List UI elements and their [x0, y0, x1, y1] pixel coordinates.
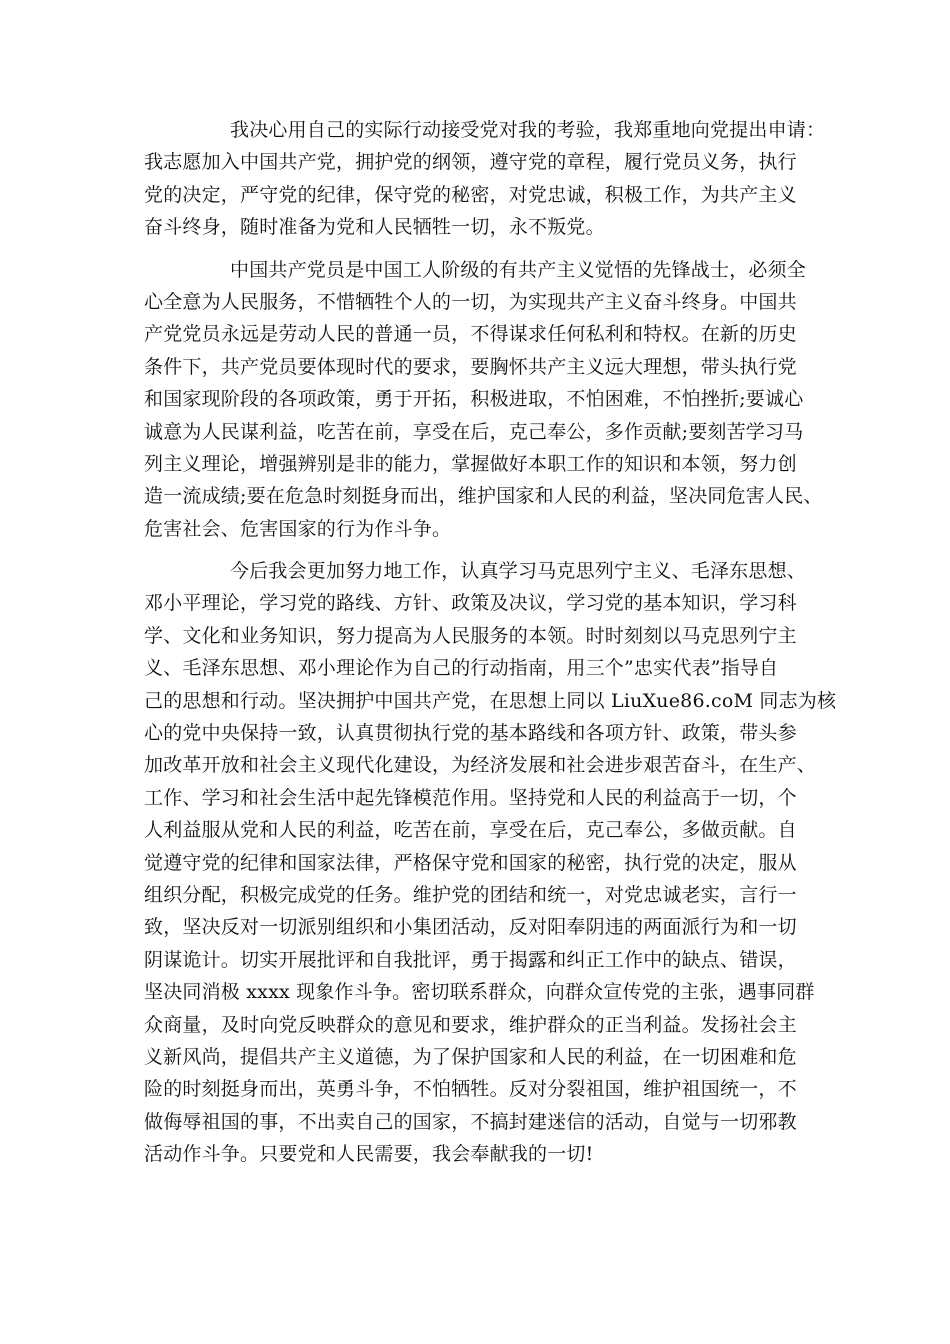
text-line: 条件下，共产党员要体现时代的要求，要胸怀共产主义远大理想，带头执行党 — [144, 355, 797, 378]
text-line: 致，坚决反对一切派别组织和小集团活动，反对阳奉阴违的两面派行为和一切 — [144, 916, 797, 939]
paragraph-spacer — [144, 244, 804, 254]
text-line: 党的决定，严守党的纪律，保守党的秘密，对党忠诚，积极工作，为共产主义 — [144, 183, 797, 206]
text-line: 活动作斗争。只要党和人民需要，我会奉献我的一切! — [144, 1143, 594, 1166]
text-line: 觉遵守党的纪律和国家法律，严格保守党和国家的秘密，执行党的决定，服从 — [144, 851, 797, 874]
paragraph-1 — [144, 114, 826, 244]
text-line: 奋斗终身，随时准备为党和人民牺牲一切，永不叛党。 — [144, 216, 605, 239]
text-line: 做侮辱祖国的事，不出卖自己的国家，不搞封建迷信的活动，自觉与一切邪教 — [144, 1110, 797, 1133]
text-line: 产党党员永远是劳动人民的普通一员，不得谋求任何私利和特权。在新的历史 — [144, 323, 797, 346]
paragraph-2 — [144, 254, 823, 546]
text-line: 坚决同消极 xxxx 现象作斗争。密切联系群众，向群众宣传党的主张，遇事同群 — [144, 981, 815, 1004]
text-line: 邓小平理论，学习党的路线、方针、政策及决议，学习党的基本知识，学习科 — [144, 592, 797, 615]
text-line: 和国家现阶段的各项政策，勇于开拓，积极进取，不怕困难，不怕挫折;要诚心 — [144, 388, 804, 411]
text-line: 心的党中央保持一致，认真贯彻执行党的基本路线和各项方针、政策，带头参 — [144, 722, 797, 745]
text-line: 组织分配，积极完成党的任务。维护党的团结和统一，对党忠诚老实，言行一 — [144, 883, 797, 906]
text-line: 我志愿加入中国共产党，拥护党的纲领，遵守党的章程，履行党员义务，执行 — [144, 151, 797, 174]
text-line: 心全意为人民服务，不惜牺牲个人的一切，为实现共产主义奋斗终身。中国共 — [144, 290, 797, 313]
text-line: 己的思想和行动。坚决拥护中国共产党，在思想上同以 LiuXue86.coM 同志为核 — [144, 689, 837, 712]
document-body — [144, 114, 837, 1171]
text-line: 今后我会更加努力地工作，认真学习马克思列宁主义、毛泽东思想、 — [230, 560, 807, 583]
text-line: 义、毛泽东思想、邓小理论作为自己的行动指南，用三个”忠实代表”指导自 — [144, 657, 779, 680]
text-line: 义新风尚，提倡共产主义道德，为了保护国家和人民的利益，在一切困难和危 — [144, 1045, 797, 1068]
text-line: 阴谋诡计。切实开展批评和自我批评，勇于揭露和纠正工作中的缺点、错误， — [144, 948, 797, 971]
text-line: 诚意为人民谋利益，吃苦在前，享受在后，克己奉公，多作贡献;要刻苦学习马 — [144, 420, 804, 443]
text-line: 列主义理论，增强辨别是非的能力，掌握做好本职工作的知识和本领，努力创 — [144, 452, 797, 475]
text-line: 众商量，及时向党反映群众的意见和要求，维护群众的正当利益。发扬社会主 — [144, 1013, 797, 1036]
text-line: 加改革开放和社会主义现代化建设，为经济发展和社会进步艰苦奋斗，在生产、 — [144, 754, 817, 777]
text-line: 造一流成绩;要在危急时刻挺身而出，维护国家和人民的利益，坚决同危害人民、 — [144, 485, 823, 508]
text-line: 我决心用自己的实际行动接受党对我的考验，我郑重地向党提出申请： — [230, 119, 826, 141]
paragraph-spacer — [144, 545, 804, 555]
text-line: 学、文化和业务知识，努力提高为人民服务的本领。时时刻刻以马克思列宁主 — [144, 624, 797, 647]
text-line: 人利益服从党和人民的利益，吃苦在前，享受在后，克己奉公，多做贡献。自 — [144, 819, 797, 842]
text-line: 危害社会、危害国家的行为作斗争。 — [144, 517, 452, 540]
text-line: 工作、学习和社会生活中起先锋模范作用。坚持党和人民的利益高于一切，个 — [144, 786, 797, 809]
paragraph-3 — [144, 555, 837, 1170]
text-line: 险的时刻挺身而出，英勇斗争，不怕牺牲。反对分裂祖国，维护祖国统一，不 — [144, 1078, 797, 1101]
text-line: 中国共产党员是中国工人阶级的有共产主义觉悟的先锋战士，必须全 — [230, 258, 807, 281]
